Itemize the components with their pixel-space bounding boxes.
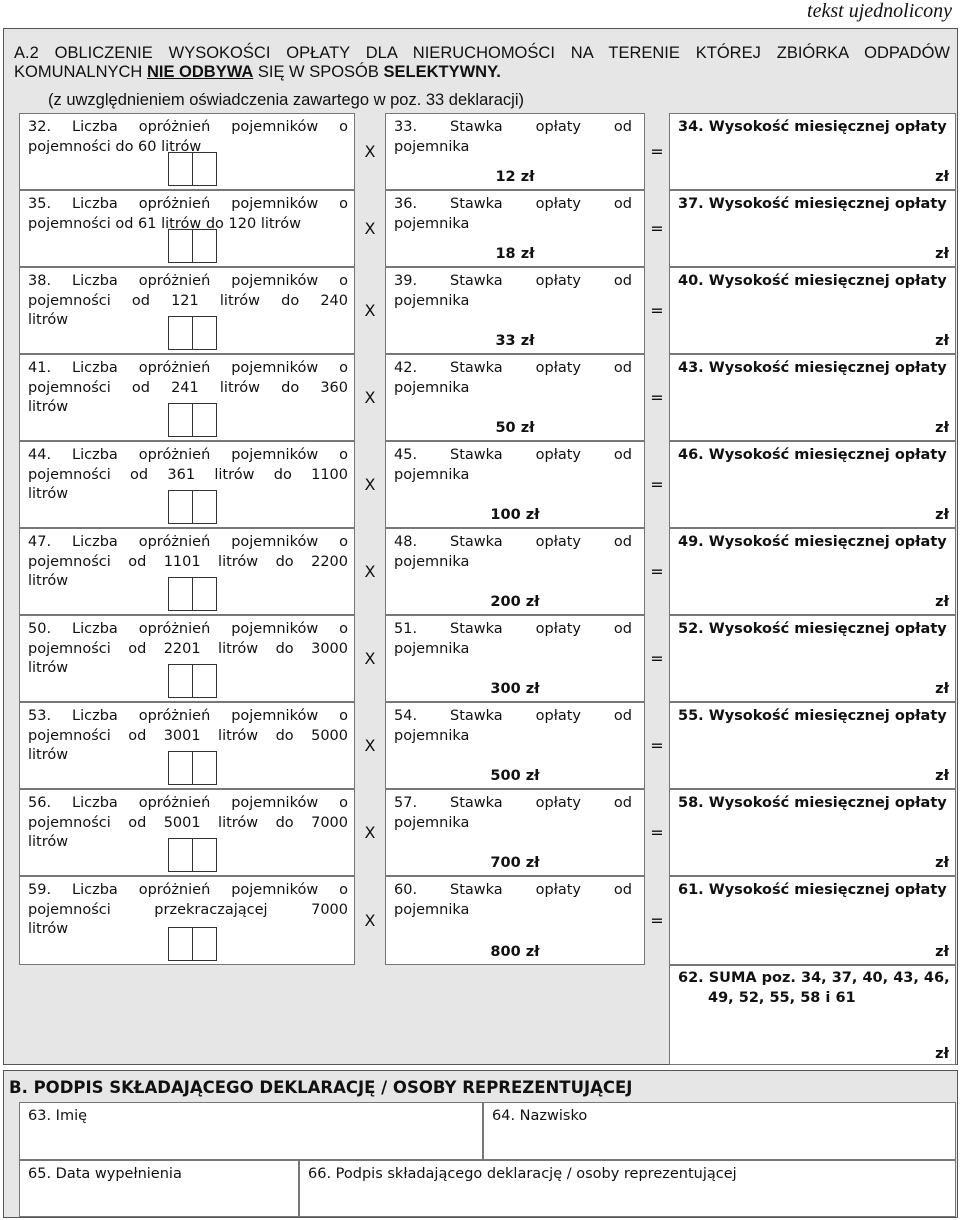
equals-sign: =	[645, 615, 669, 702]
document-status-banner: tekst ujednolicony	[807, 0, 952, 22]
rate-label: 48. Stawka opłaty od pojemnika	[394, 534, 632, 570]
multiply-sign: X	[355, 528, 385, 615]
section-b-heading: B. PODPIS SKŁADAJĄCEGO DEKLARACJĘ / OSOBY REPREZENTUJĄCEJ	[9, 1078, 633, 1097]
monthly-fee-currency: zł	[935, 246, 949, 262]
rate-label: 51. Stawka opłaty od pojemnika	[394, 621, 632, 657]
digit-box[interactable]	[192, 664, 217, 698]
monthly-fee-label: 52. Wysokość miesięcznej opłaty	[678, 621, 947, 637]
section-a-heading-line2: KOMUNALNYCH NIE ODBYWA SIĘ W SPOSÓB SELEKTYWNY.	[14, 63, 501, 81]
quantity-digit-boxes[interactable]	[168, 229, 216, 263]
rate-label: 60. Stawka opłaty od pojemnika	[394, 882, 632, 918]
multiply-sign: X	[355, 354, 385, 441]
equals-sign: =	[645, 876, 669, 965]
quantity-field[interactable]	[19, 615, 355, 702]
rate-label: 39. Stawka opłaty od pojemnika	[394, 273, 632, 309]
monthly-fee-currency: zł	[935, 594, 949, 610]
multiply-sign: X	[355, 190, 385, 267]
sum-currency: zł	[935, 1046, 949, 1062]
rate-field	[385, 354, 645, 441]
rate-field	[385, 789, 645, 876]
monthly-fee-field[interactable]	[669, 441, 956, 528]
digit-box[interactable]	[168, 403, 193, 437]
quantity-field[interactable]	[19, 789, 355, 876]
monthly-fee-field[interactable]	[669, 789, 956, 876]
monthly-fee-currency: zł	[935, 768, 949, 784]
equals-sign: =	[645, 789, 669, 876]
rate-field	[385, 528, 645, 615]
rate-label: 45. Stawka opłaty od pojemnika	[394, 447, 632, 483]
digit-box[interactable]	[168, 316, 193, 350]
quantity-label: 41. Liczba opróżnień pojemników o pojemności od 241 litrów do 360 litrów	[28, 360, 348, 415]
quantity-label: 53. Liczba opróżnień pojemników o pojemności od 3001 litrów do 5000 litrów	[28, 708, 348, 763]
digit-box[interactable]	[168, 838, 193, 872]
equals-sign: =	[645, 702, 669, 789]
quantity-digit-boxes[interactable]	[168, 316, 216, 350]
rate-label: 54. Stawka opłaty od pojemnika	[394, 708, 632, 744]
multiply-sign: X	[355, 113, 385, 190]
quantity-digit-boxes[interactable]	[168, 664, 216, 698]
quantity-field[interactable]	[19, 876, 355, 965]
quantity-digit-boxes[interactable]	[168, 577, 216, 611]
quantity-label: 32. Liczba opróżnień pojemników o pojemności do 60 litrów	[28, 119, 348, 155]
quantity-field[interactable]	[19, 190, 355, 267]
quantity-field[interactable]	[19, 441, 355, 528]
quantity-label: 38. Liczba opróżnień pojemników o pojemności od 121 litrów do 240 litrów	[28, 273, 348, 328]
quantity-label: 35. Liczba opróżnień pojemników o pojemności od 61 litrów do 120 litrów	[28, 196, 348, 232]
rate-field	[385, 876, 645, 965]
rate-value: 12 zł	[495, 169, 535, 185]
monthly-fee-field[interactable]	[669, 267, 956, 354]
multiply-sign: X	[355, 441, 385, 528]
quantity-field[interactable]	[19, 528, 355, 615]
sum-label: 62. SUMA poz. 34, 37, 40, 43, 46, 49, 52, 55, 58 i 61	[678, 970, 950, 1006]
monthly-fee-field[interactable]	[669, 113, 956, 190]
digit-box[interactable]	[168, 664, 193, 698]
digit-box[interactable]	[192, 316, 217, 350]
quantity-field[interactable]	[19, 113, 355, 190]
rate-value: 200 zł	[490, 594, 540, 610]
quantity-digit-boxes[interactable]	[168, 490, 216, 524]
last-name-label: 64. Nazwisko	[492, 1108, 588, 1124]
rate-value: 50 zł	[495, 420, 535, 436]
rate-field	[385, 113, 645, 190]
digit-box[interactable]	[168, 490, 193, 524]
quantity-label: 59. Liczba opróżnień pojemników o pojemności przekraczającej 7000 litrów	[28, 882, 348, 937]
monthly-fee-label: 40. Wysokość miesięcznej opłaty	[678, 273, 947, 289]
first-name-label: 63. Imię	[28, 1108, 88, 1124]
rate-field	[385, 267, 645, 354]
monthly-fee-label: 37. Wysokość miesięcznej opłaty	[678, 196, 947, 212]
monthly-fee-label: 55. Wysokość miesięcznej opłaty	[678, 708, 947, 724]
monthly-fee-currency: zł	[935, 507, 949, 523]
rate-field	[385, 702, 645, 789]
multiply-sign: X	[355, 615, 385, 702]
digit-box[interactable]	[192, 751, 217, 785]
rate-field	[385, 441, 645, 528]
multiply-sign: X	[355, 789, 385, 876]
monthly-fee-currency: zł	[935, 855, 949, 871]
quantity-digit-boxes[interactable]	[168, 152, 216, 186]
rate-value: 33 zł	[495, 333, 535, 349]
rate-value: 100 zł	[490, 507, 540, 523]
equals-sign: =	[645, 441, 669, 528]
monthly-fee-label: 46. Wysokość miesięcznej opłaty	[678, 447, 947, 463]
digit-box[interactable]	[192, 229, 217, 263]
rate-value: 300 zł	[490, 681, 540, 697]
quantity-field[interactable]	[19, 354, 355, 441]
digit-box[interactable]	[168, 751, 193, 785]
monthly-fee-label: 58. Wysokość miesięcznej opłaty	[678, 795, 947, 811]
section-a-heading-line1: A.2 OBLICZENIE WYSOKOŚCI OPŁATY DLA NIERUCHOMOŚCI NA TERENIE KTÓREJ ZBIÓRKA ODPADÓW	[14, 44, 950, 62]
equals-sign: =	[645, 354, 669, 441]
quantity-digit-boxes[interactable]	[168, 838, 216, 872]
multiply-sign: X	[355, 876, 385, 965]
date-field[interactable]	[19, 1160, 299, 1217]
rate-value: 18 zł	[495, 246, 535, 262]
rate-field	[385, 615, 645, 702]
monthly-fee-label: 43. Wysokość miesięcznej opłaty	[678, 360, 947, 376]
monthly-fee-currency: zł	[935, 420, 949, 436]
monthly-fee-field[interactable]	[669, 615, 956, 702]
equals-sign: =	[645, 113, 669, 190]
rate-label: 57. Stawka opłaty od pojemnika	[394, 795, 632, 831]
monthly-fee-currency: zł	[935, 169, 949, 185]
signature-field[interactable]	[299, 1160, 956, 1217]
digit-box[interactable]	[192, 490, 217, 524]
equals-sign: =	[645, 528, 669, 615]
monthly-fee-currency: zł	[935, 681, 949, 697]
equals-sign: =	[645, 267, 669, 354]
signature-label: 66. Podpis składającego deklarację / osoby reprezentującej	[308, 1166, 737, 1182]
quantity-label: 47. Liczba opróżnień pojemników o pojemności od 1101 litrów do 2200 litrów	[28, 534, 348, 589]
quantity-field[interactable]	[19, 267, 355, 354]
rate-value: 800 zł	[490, 944, 540, 960]
monthly-fee-label: 34. Wysokość miesięcznej opłaty	[678, 119, 947, 135]
sum-field[interactable]	[669, 965, 956, 1065]
quantity-label: 44. Liczba opróżnień pojemników o pojemności od 361 litrów do 1100 litrów	[28, 447, 348, 502]
quantity-label: 56. Liczba opróżnień pojemników o pojemności od 5001 litrów do 7000 litrów	[28, 795, 348, 850]
quantity-field[interactable]	[19, 702, 355, 789]
digit-box[interactable]	[192, 577, 217, 611]
section-a-subheading: (z uwzględnieniem oświadczenia zawartego w poz. 33 deklaracji)	[48, 91, 524, 109]
digit-box[interactable]	[168, 927, 193, 961]
quantity-label: 50. Liczba opróżnień pojemników o pojemności od 2201 litrów do 3000 litrów	[28, 621, 348, 676]
equals-sign: =	[645, 190, 669, 267]
digit-box[interactable]	[192, 152, 217, 186]
quantity-digit-boxes[interactable]	[168, 927, 216, 961]
date-label: 65. Data wypełnienia	[28, 1166, 182, 1182]
rate-field	[385, 190, 645, 267]
monthly-fee-currency: zł	[935, 944, 949, 960]
rate-value: 700 zł	[490, 855, 540, 871]
quantity-digit-boxes[interactable]	[168, 751, 216, 785]
quantity-digit-boxes[interactable]	[168, 403, 216, 437]
section-a-heading	[14, 44, 950, 82]
monthly-fee-currency: zł	[935, 333, 949, 349]
monthly-fee-field[interactable]	[669, 702, 956, 789]
rate-label: 42. Stawka opłaty od pojemnika	[394, 360, 632, 396]
monthly-fee-field[interactable]	[669, 190, 956, 267]
digit-box[interactable]	[168, 152, 193, 186]
digit-box[interactable]	[192, 403, 217, 437]
multiply-sign: X	[355, 702, 385, 789]
first-name-field[interactable]	[19, 1102, 483, 1160]
monthly-fee-field[interactable]	[669, 876, 956, 965]
rate-value: 500 zł	[490, 768, 540, 784]
digit-box[interactable]	[192, 927, 217, 961]
monthly-fee-field[interactable]	[669, 528, 956, 615]
digit-box[interactable]	[168, 577, 193, 611]
multiply-sign: X	[355, 267, 385, 354]
rate-label: 33. Stawka opłaty od pojemnika	[394, 119, 632, 155]
digit-box[interactable]	[168, 229, 193, 263]
rate-label: 36. Stawka opłaty od pojemnika	[394, 196, 632, 232]
monthly-fee-field[interactable]	[669, 354, 956, 441]
digit-box[interactable]	[192, 838, 217, 872]
monthly-fee-label: 49. Wysokość miesięcznej opłaty	[678, 534, 947, 550]
last-name-field[interactable]	[483, 1102, 956, 1160]
monthly-fee-label: 61. Wysokość miesięcznej opłaty	[678, 882, 947, 898]
